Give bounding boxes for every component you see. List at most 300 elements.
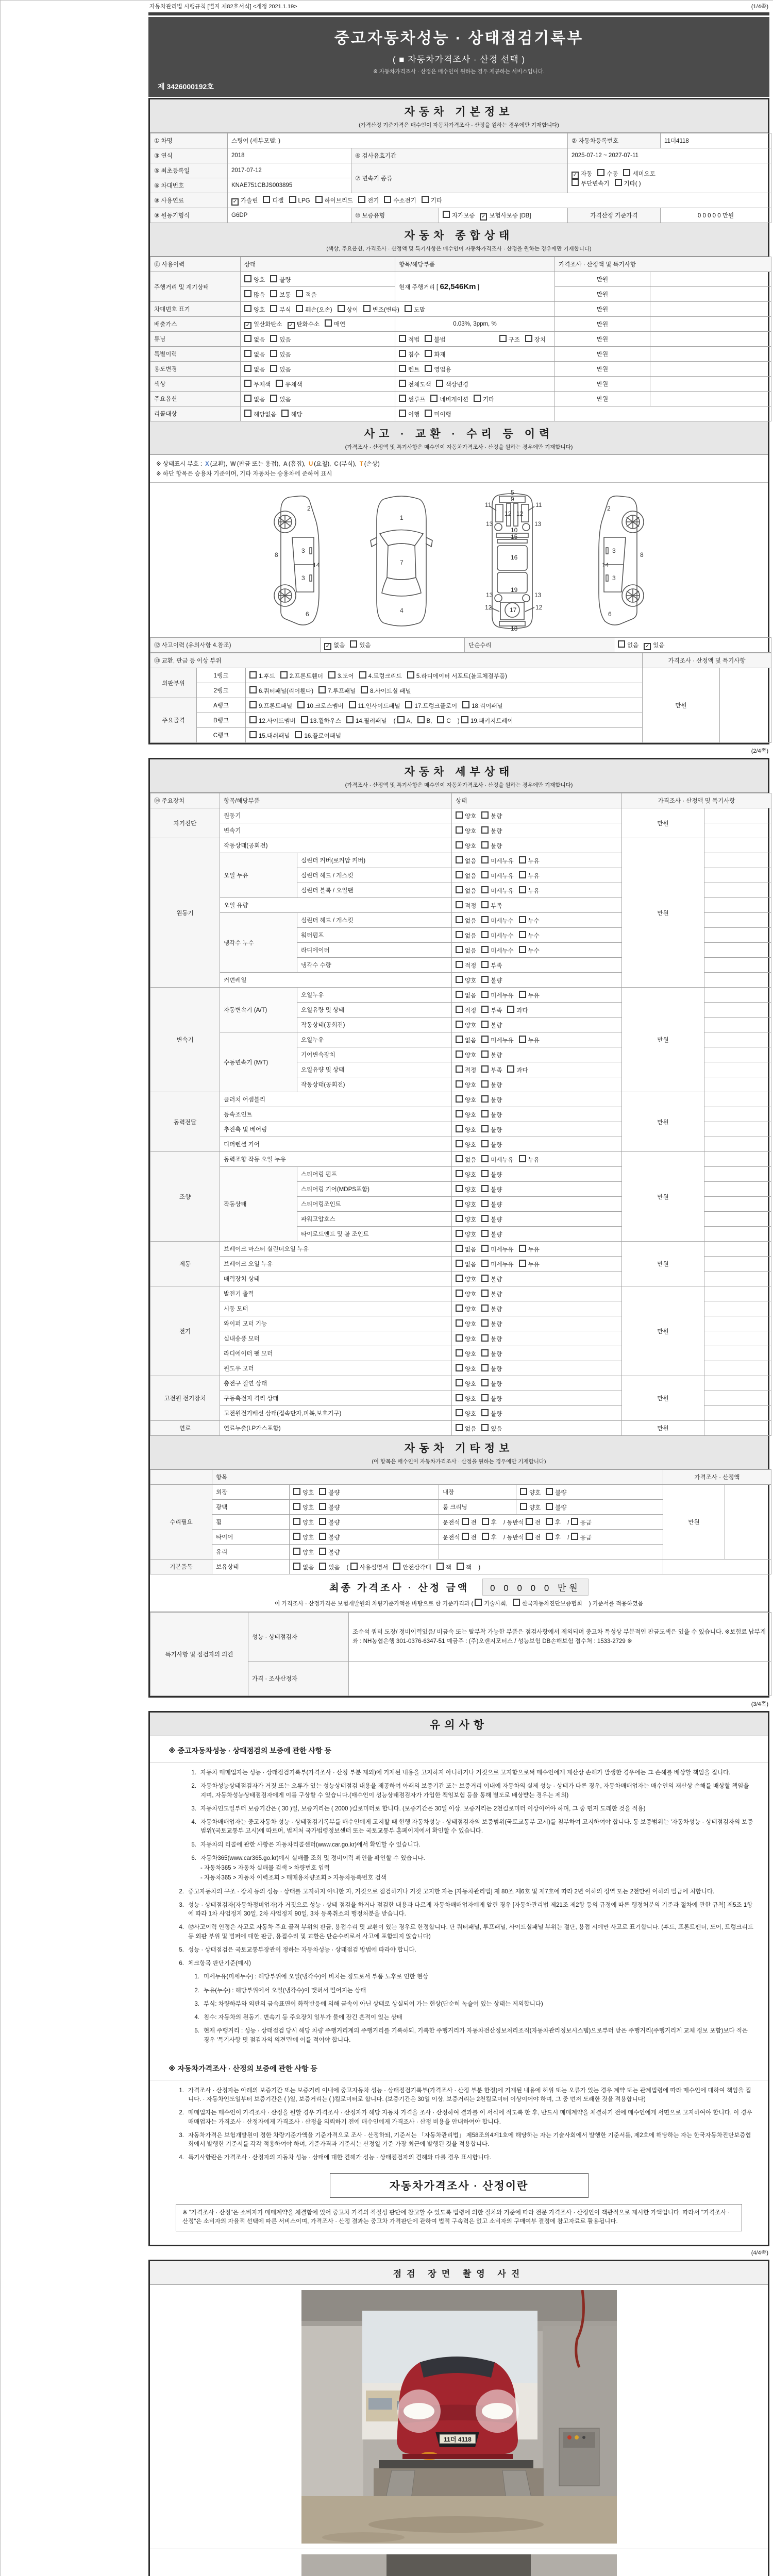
checkbox[interactable]: [481, 1080, 489, 1088]
checkbox[interactable]: [318, 686, 326, 693]
checkbox-option[interactable]: [456, 811, 476, 820]
checkbox[interactable]: [481, 1170, 489, 1177]
checkbox[interactable]: ✓: [644, 643, 651, 650]
checkbox-option[interactable]: [481, 1185, 502, 1194]
checkbox[interactable]: [456, 1245, 463, 1252]
checkbox[interactable]: [244, 410, 251, 417]
checkbox-option[interactable]: [481, 1170, 502, 1179]
checkbox-option[interactable]: [350, 1563, 389, 1571]
checkbox[interactable]: ✓: [324, 643, 331, 650]
checkbox[interactable]: [519, 1260, 526, 1267]
checkbox-option[interactable]: [297, 701, 344, 710]
checkbox-option[interactable]: [481, 1006, 502, 1014]
checkbox-option[interactable]: [481, 1275, 502, 1283]
checkbox-option[interactable]: [293, 1563, 314, 1571]
checkbox[interactable]: [481, 1215, 489, 1222]
checkbox[interactable]: [249, 731, 257, 738]
checkbox-option[interactable]: [249, 716, 296, 725]
checkbox[interactable]: [481, 1394, 489, 1401]
checkbox[interactable]: [361, 686, 368, 693]
checkbox-option[interactable]: [520, 1503, 541, 1512]
checkbox-option[interactable]: [519, 856, 540, 865]
checkbox[interactable]: [399, 350, 406, 357]
checkbox-option[interactable]: [526, 1518, 541, 1527]
checkbox[interactable]: [350, 1563, 358, 1570]
checkbox[interactable]: [456, 1260, 463, 1267]
checkbox[interactable]: [417, 716, 425, 723]
checkbox[interactable]: [456, 961, 463, 968]
checkbox[interactable]: [481, 1349, 489, 1357]
checkbox-option[interactable]: [397, 716, 412, 724]
checkbox-option[interactable]: [481, 886, 513, 895]
checkbox[interactable]: [346, 716, 354, 723]
checkbox[interactable]: [293, 1503, 300, 1510]
checkbox-option[interactable]: [270, 335, 291, 344]
checkbox[interactable]: [319, 1548, 326, 1555]
checkbox-option[interactable]: [384, 196, 416, 205]
checkbox-option[interactable]: [319, 1563, 340, 1571]
checkbox[interactable]: [481, 1260, 489, 1267]
checkbox-option[interactable]: [270, 290, 291, 299]
checkbox-option[interactable]: [456, 1110, 476, 1119]
checkbox-option[interactable]: [456, 1290, 476, 1298]
checkbox[interactable]: [481, 1110, 489, 1117]
checkbox-option[interactable]: [456, 871, 476, 880]
checkbox-option[interactable]: [293, 1548, 314, 1556]
checkbox-option[interactable]: [482, 1518, 497, 1527]
checkbox[interactable]: [519, 931, 526, 938]
checkbox-option[interactable]: [318, 686, 356, 695]
checkbox-option[interactable]: [519, 931, 540, 940]
checkbox-option[interactable]: [393, 1563, 431, 1571]
checkbox-option[interactable]: [519, 1155, 540, 1164]
checkbox-option[interactable]: [244, 290, 265, 299]
checkbox-option[interactable]: [456, 1424, 476, 1433]
checkbox-option[interactable]: [293, 1518, 314, 1527]
checkbox-option[interactable]: [319, 1503, 340, 1512]
checkbox-option[interactable]: [456, 886, 476, 895]
checkbox[interactable]: [456, 856, 463, 863]
checkbox-option[interactable]: [462, 701, 502, 710]
checkbox[interactable]: [425, 365, 432, 372]
checkbox-option[interactable]: [481, 826, 502, 835]
checkbox-option[interactable]: [244, 305, 265, 314]
checkbox-option[interactable]: [456, 1080, 476, 1089]
checkbox[interactable]: [358, 196, 365, 203]
checkbox[interactable]: [436, 380, 443, 387]
checkbox[interactable]: [244, 350, 251, 357]
checkbox-option[interactable]: [456, 1215, 476, 1224]
checkbox-option[interactable]: [319, 1518, 340, 1527]
checkbox-option[interactable]: [456, 916, 476, 925]
checkbox[interactable]: [481, 1065, 489, 1073]
checkbox[interactable]: [301, 716, 308, 723]
checkbox[interactable]: [319, 1518, 326, 1525]
checkbox-option[interactable]: [456, 1155, 476, 1164]
checkbox-option[interactable]: [289, 196, 310, 204]
checkbox[interactable]: [481, 1424, 489, 1431]
checkbox-option[interactable]: [481, 1110, 502, 1119]
checkbox-option[interactable]: [546, 1518, 561, 1527]
checkbox-option[interactable]: [462, 1518, 477, 1527]
checkbox-option[interactable]: [461, 716, 513, 725]
checkbox[interactable]: [319, 1563, 326, 1570]
checkbox[interactable]: [436, 1563, 444, 1570]
checkbox-option[interactable]: [456, 901, 476, 910]
checkbox-option[interactable]: [425, 350, 445, 359]
checkbox[interactable]: [519, 871, 526, 878]
checkbox-option[interactable]: [270, 365, 291, 374]
checkbox[interactable]: [481, 1200, 489, 1207]
checkbox-option[interactable]: [244, 350, 265, 359]
checkbox[interactable]: [507, 1006, 514, 1013]
checkbox-option[interactable]: [456, 1065, 476, 1074]
checkbox-option[interactable]: [399, 365, 419, 374]
checkbox[interactable]: [456, 1349, 463, 1357]
checkbox-option[interactable]: [263, 196, 283, 205]
checkbox-option[interactable]: [457, 1563, 472, 1571]
checkbox[interactable]: [482, 1533, 489, 1540]
checkbox[interactable]: ✓: [572, 172, 579, 179]
checkbox-option[interactable]: [270, 305, 291, 314]
checkbox[interactable]: [456, 1065, 463, 1073]
checkbox[interactable]: [270, 275, 277, 282]
checkbox[interactable]: [425, 350, 432, 357]
checkbox[interactable]: [295, 731, 302, 738]
checkbox[interactable]: [457, 1563, 464, 1570]
checkbox[interactable]: [405, 701, 412, 708]
checkbox[interactable]: [397, 716, 405, 723]
checkbox[interactable]: [513, 1599, 520, 1606]
checkbox[interactable]: [315, 196, 323, 203]
checkbox-option[interactable]: [456, 1021, 476, 1029]
checkbox-option[interactable]: [456, 1394, 476, 1403]
checkbox[interactable]: [462, 701, 469, 708]
checkbox-option[interactable]: [481, 1140, 502, 1149]
checkbox[interactable]: [519, 946, 526, 953]
checkbox[interactable]: [481, 1319, 489, 1327]
checkbox[interactable]: [546, 1488, 553, 1495]
checkbox[interactable]: [462, 1518, 469, 1525]
checkbox[interactable]: [443, 211, 450, 218]
checkbox-option[interactable]: [417, 716, 432, 724]
checkbox-option[interactable]: [519, 946, 540, 955]
checkbox-option[interactable]: [481, 1036, 513, 1044]
checkbox-option[interactable]: [456, 961, 476, 970]
checkbox[interactable]: [481, 946, 489, 953]
checkbox-option[interactable]: [456, 1006, 476, 1014]
checkbox-option[interactable]: [519, 871, 540, 880]
checkbox-option[interactable]: [436, 1563, 451, 1571]
checkbox[interactable]: [456, 1409, 463, 1416]
checkbox-option[interactable]: [244, 395, 265, 403]
checkbox-option[interactable]: [546, 1488, 566, 1497]
checkbox[interactable]: [293, 1488, 300, 1495]
checkbox[interactable]: [481, 1140, 489, 1147]
checkbox[interactable]: [456, 1155, 463, 1162]
checkbox-option[interactable]: [456, 1349, 476, 1358]
checkbox-option[interactable]: [456, 841, 476, 850]
checkbox[interactable]: [519, 991, 526, 998]
checkbox[interactable]: [399, 380, 406, 387]
checkbox-option[interactable]: [244, 410, 276, 418]
checkbox-option[interactable]: [481, 871, 513, 880]
checkbox[interactable]: [615, 179, 622, 186]
checkbox[interactable]: [456, 1200, 463, 1207]
checkbox[interactable]: [481, 841, 489, 849]
checkbox-option[interactable]: [295, 731, 341, 740]
checkbox[interactable]: [623, 169, 630, 176]
checkbox-option[interactable]: [456, 1036, 476, 1044]
checkbox[interactable]: [399, 395, 406, 402]
checkbox-option[interactable]: [481, 1304, 502, 1313]
checkbox[interactable]: [461, 716, 468, 723]
checkbox-option[interactable]: [425, 410, 451, 418]
checkbox[interactable]: [481, 1050, 489, 1058]
checkbox-option[interactable]: [346, 716, 386, 725]
checkbox-option[interactable]: [571, 1533, 592, 1541]
checkbox[interactable]: [481, 1125, 489, 1132]
checkbox-option[interactable]: [481, 1379, 502, 1388]
checkbox-option[interactable]: [481, 811, 502, 820]
checkbox-option[interactable]: [456, 1409, 476, 1418]
checkbox-option[interactable]: [499, 335, 520, 344]
checkbox[interactable]: [481, 1275, 489, 1282]
checkbox-option[interactable]: [481, 991, 513, 999]
checkbox[interactable]: [456, 826, 463, 834]
checkbox-option[interactable]: [572, 170, 592, 179]
checkbox-option[interactable]: [519, 916, 540, 925]
checkbox-option[interactable]: [456, 1319, 476, 1328]
checkbox-option[interactable]: [437, 716, 450, 724]
checkbox[interactable]: [270, 350, 277, 357]
checkbox-option[interactable]: [481, 1065, 502, 1074]
checkbox[interactable]: [481, 976, 489, 983]
checkbox[interactable]: [280, 671, 288, 679]
checkbox-option[interactable]: [481, 1230, 502, 1239]
checkbox-option[interactable]: [481, 1334, 502, 1343]
checkbox[interactable]: [276, 380, 283, 387]
checkbox-option[interactable]: [456, 1170, 476, 1179]
checkbox[interactable]: [481, 1021, 489, 1028]
checkbox[interactable]: [456, 1230, 463, 1237]
checkbox-option[interactable]: [319, 1533, 340, 1541]
checkbox[interactable]: [481, 991, 489, 998]
checkbox-option[interactable]: [481, 1215, 502, 1224]
checkbox-option[interactable]: [456, 976, 476, 985]
checkbox[interactable]: [456, 1140, 463, 1147]
checkbox[interactable]: [519, 1245, 526, 1252]
checkbox[interactable]: [430, 395, 438, 402]
checkbox-option[interactable]: [425, 365, 451, 374]
checkbox-option[interactable]: [519, 991, 540, 999]
checkbox-option[interactable]: [325, 319, 345, 328]
checkbox-option[interactable]: [249, 671, 275, 680]
checkbox-option[interactable]: [443, 211, 475, 219]
checkbox-option[interactable]: [456, 1050, 476, 1059]
checkbox-option[interactable]: [244, 380, 271, 388]
checkbox-option[interactable]: [456, 946, 476, 955]
checkbox-option[interactable]: [507, 1065, 528, 1074]
checkbox[interactable]: [456, 1364, 463, 1371]
checkbox-option[interactable]: [456, 1334, 476, 1343]
checkbox-option[interactable]: [546, 1503, 566, 1512]
checkbox-option[interactable]: [328, 671, 354, 680]
checkbox-option[interactable]: [456, 931, 476, 940]
checkbox[interactable]: [481, 916, 489, 923]
checkbox[interactable]: [425, 335, 432, 342]
checkbox[interactable]: [270, 365, 277, 372]
checkbox[interactable]: [405, 305, 412, 312]
checkbox[interactable]: [571, 1518, 578, 1525]
checkbox-option[interactable]: [456, 991, 476, 999]
checkbox-option[interactable]: [293, 1533, 314, 1541]
checkbox[interactable]: ✓: [244, 322, 251, 329]
checkbox[interactable]: [571, 1533, 578, 1540]
checkbox[interactable]: [244, 365, 251, 372]
checkbox-option[interactable]: [301, 716, 341, 725]
checkbox-option[interactable]: [618, 640, 638, 649]
checkbox-option[interactable]: [615, 179, 641, 188]
checkbox-option[interactable]: [474, 395, 494, 403]
checkbox[interactable]: [456, 931, 463, 938]
checkbox[interactable]: [270, 290, 277, 297]
checkbox[interactable]: [456, 1394, 463, 1401]
checkbox-option[interactable]: [481, 1245, 513, 1253]
checkbox[interactable]: [425, 410, 432, 417]
checkbox-option[interactable]: [270, 350, 291, 359]
checkbox-option[interactable]: [456, 1200, 476, 1209]
checkbox-option[interactable]: [481, 1200, 502, 1209]
checkbox-option[interactable]: [520, 1488, 541, 1497]
checkbox[interactable]: [456, 1275, 463, 1282]
checkbox[interactable]: [338, 305, 345, 312]
checkbox[interactable]: [526, 1518, 533, 1525]
checkbox[interactable]: [456, 991, 463, 998]
checkbox[interactable]: [456, 1050, 463, 1058]
checkbox[interactable]: ✓: [480, 213, 487, 221]
checkbox[interactable]: [526, 1533, 533, 1540]
checkbox-option[interactable]: [249, 701, 292, 710]
checkbox-option[interactable]: [546, 1533, 561, 1541]
checkbox-option[interactable]: [507, 1006, 528, 1014]
checkbox[interactable]: [520, 1503, 527, 1510]
checkbox-option[interactable]: [456, 1260, 476, 1268]
checkbox[interactable]: [456, 1215, 463, 1222]
checkbox-option[interactable]: [405, 701, 457, 710]
checkbox[interactable]: [525, 335, 532, 342]
checkbox-option[interactable]: [399, 350, 419, 359]
checkbox-option[interactable]: [481, 841, 502, 850]
checkbox-option[interactable]: [456, 1230, 476, 1239]
checkbox-option[interactable]: [281, 410, 302, 418]
checkbox[interactable]: [289, 196, 296, 203]
checkbox-option[interactable]: [359, 671, 402, 680]
checkbox-option[interactable]: [276, 380, 302, 388]
checkbox-option[interactable]: [456, 1364, 476, 1373]
checkbox-option[interactable]: [481, 1364, 502, 1373]
checkbox[interactable]: [520, 1488, 527, 1495]
checkbox-option[interactable]: [350, 640, 371, 649]
checkbox[interactable]: [456, 886, 463, 893]
checkbox-option[interactable]: [430, 395, 468, 403]
checkbox[interactable]: [456, 916, 463, 923]
checkbox-option[interactable]: [358, 196, 379, 205]
checkbox-option[interactable]: [481, 1349, 502, 1358]
checkbox[interactable]: [481, 1334, 489, 1342]
checkbox[interactable]: [456, 1290, 463, 1297]
checkbox[interactable]: [296, 290, 303, 297]
checkbox[interactable]: [481, 826, 489, 834]
checkbox[interactable]: [481, 1364, 489, 1371]
checkbox[interactable]: [481, 1185, 489, 1192]
checkbox[interactable]: [281, 410, 289, 417]
checkbox[interactable]: [399, 335, 406, 342]
checkbox-option[interactable]: [422, 196, 442, 205]
checkbox[interactable]: [546, 1503, 553, 1510]
checkbox[interactable]: ✓: [288, 322, 295, 329]
checkbox[interactable]: [293, 1518, 300, 1525]
checkbox-option[interactable]: [571, 1518, 592, 1527]
checkbox[interactable]: [249, 671, 257, 679]
checkbox[interactable]: [481, 1245, 489, 1252]
checkbox-option[interactable]: [481, 946, 513, 955]
checkbox[interactable]: [244, 275, 251, 282]
checkbox-option[interactable]: [244, 320, 282, 329]
checkbox-option[interactable]: [399, 335, 419, 344]
checkbox[interactable]: [481, 856, 489, 863]
checkbox[interactable]: [297, 701, 305, 708]
checkbox-option[interactable]: [462, 1533, 477, 1541]
checkbox-option[interactable]: [456, 1185, 476, 1194]
checkbox[interactable]: [244, 305, 251, 312]
checkbox[interactable]: [350, 640, 357, 648]
checkbox-option[interactable]: [407, 671, 507, 680]
checkbox[interactable]: [328, 671, 335, 679]
checkbox[interactable]: ✓: [231, 198, 239, 206]
checkbox[interactable]: [456, 1319, 463, 1327]
checkbox-option[interactable]: [481, 1095, 502, 1104]
checkbox[interactable]: [456, 1110, 463, 1117]
checkbox-option[interactable]: [525, 335, 546, 344]
checkbox-option[interactable]: [270, 395, 291, 403]
checkbox[interactable]: [507, 1065, 514, 1073]
checkbox-option[interactable]: [456, 1095, 476, 1104]
checkbox-option[interactable]: [481, 856, 513, 865]
checkbox[interactable]: [244, 395, 251, 402]
checkbox[interactable]: [462, 1533, 469, 1540]
checkbox-option[interactable]: [456, 1304, 476, 1313]
checkbox[interactable]: [481, 1155, 489, 1162]
checkbox-option[interactable]: [456, 826, 476, 835]
checkbox-option[interactable]: [249, 686, 313, 695]
checkbox[interactable]: [319, 1533, 326, 1540]
checkbox[interactable]: [363, 305, 371, 312]
checkbox[interactable]: [456, 1424, 463, 1431]
checkbox-option[interactable]: [481, 1424, 502, 1433]
checkbox[interactable]: [481, 1379, 489, 1386]
checkbox[interactable]: [481, 1304, 489, 1312]
checkbox-option[interactable]: [315, 196, 354, 205]
checkbox[interactable]: [474, 395, 481, 402]
checkbox-option[interactable]: [513, 1599, 582, 1607]
checkbox-option[interactable]: [456, 1275, 476, 1283]
checkbox-option[interactable]: [338, 305, 358, 314]
checkbox[interactable]: [618, 640, 625, 648]
checkbox-option[interactable]: [519, 1260, 540, 1268]
checkbox[interactable]: [456, 841, 463, 849]
checkbox[interactable]: [481, 1095, 489, 1103]
